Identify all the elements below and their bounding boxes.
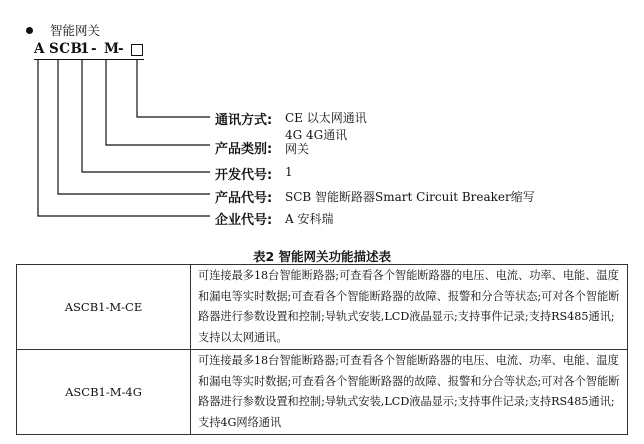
legend-value-comm-ce: CE 以太网通讯 [285, 111, 367, 125]
table-cell-description: 可连接最多18台智能断路器;可查看各个智能断路器的电压、电流、功率、电能、温度和漏电等实时数据;可查看各个智能断路器的故障、报警和分合等状态;可对各个智能断路器进行参数设置和控制;导轨式安装,LCD液晶显示;支持事件记录;支持RS485通讯;支持4G网络通讯 [191, 350, 628, 435]
legend-value-comm-4g: 4G 4G通讯 [285, 128, 348, 142]
section-heading: 智能网关 [50, 23, 101, 38]
legend-value-enterprise: A 安科瑞 [285, 212, 334, 226]
code-separator: - [118, 41, 125, 57]
table-cell-model: ASCB1-M-4G [17, 350, 191, 435]
legend-value-dev: 1 [285, 165, 293, 179]
code-part-dev: 1 [80, 41, 90, 57]
leader-line-comm [137, 60, 210, 117]
legend-label-category: 产品类别: [215, 142, 273, 157]
code-part-product: SCB [49, 41, 83, 57]
code-separator: - [91, 41, 98, 57]
table-row [17, 265, 628, 350]
legend-label-dev: 开发代号: [215, 168, 273, 183]
table-cell-description: 可连接最多18台智能断路器;可查看各个智能断路器的电压、电流、功率、电能、温度和漏电等实时数据;可查看各个智能断路器的故障、报警和分合等状态;可对各个智能断路器进行参数设置和控制;导轨式安装,LCD液晶显示;支持事件记录;支持RS485通讯;支持以太网通讯。 [191, 265, 628, 350]
code-part-enterprise: A [34, 41, 45, 57]
table-caption: 表2 智能网关功能描述表 [252, 249, 392, 264]
function-table [16, 264, 628, 435]
legend-value-product: SCB 智能断路器Smart Circuit Breaker缩写 [285, 190, 535, 204]
legend-label-product: 产品代号: [215, 191, 273, 206]
legend-label-enterprise: 企业代号: [215, 213, 273, 228]
leader-line-category [106, 60, 210, 145]
leader-line-dev [82, 60, 210, 172]
legend-value-category: 网关 [285, 142, 310, 156]
leader-line-enterprise [38, 60, 210, 216]
table-cell-model: ASCB1-M-CE [17, 265, 191, 350]
code-part-category: M [104, 41, 120, 57]
leader-line-product [58, 60, 210, 194]
legend-label-comm: 通讯方式: [215, 113, 273, 128]
table-row [17, 350, 628, 435]
